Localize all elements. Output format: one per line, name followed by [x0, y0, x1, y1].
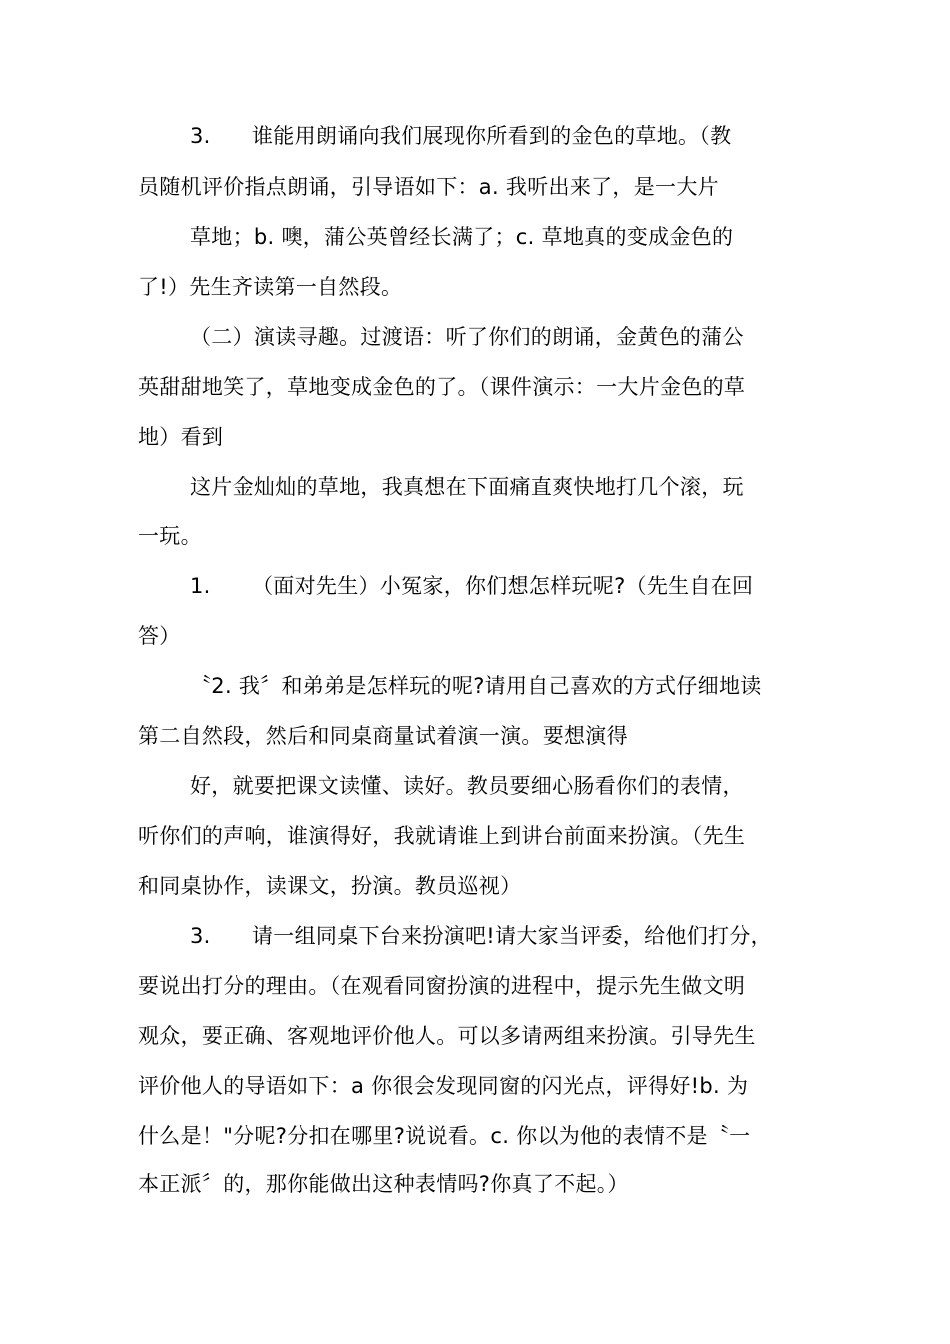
line-text: 〝2. 我〞和弟弟是怎样玩的呢?请用自己喜欢的方式仔细地读 [190, 674, 762, 698]
line-text: 答） [138, 624, 181, 648]
line-text: 第二自然段，然后和同桌商量试着演一演。要想演得 [138, 724, 628, 748]
list-number: 1. [190, 574, 211, 598]
paragraph-line [138, 871, 521, 901]
line-text: （面对先生）小冤家，你们想怎样玩呢?（先生自在回 [252, 574, 754, 598]
line-text: 草地；b. 噢，蒲公英曾经长满了；c. 草地真的变成金色的 [190, 225, 734, 249]
paragraph-line [190, 322, 744, 352]
line-text: （二）演读寻趣。过渡语：听了你们的朗诵，金黄色的蒲公 [190, 325, 744, 349]
line-text: 要说出打分的理由。（在观看同窗扮演的进程中，提示先生做文明 [138, 974, 746, 998]
paragraph-line [138, 1121, 750, 1151]
paragraph-line [138, 172, 719, 202]
paragraph-line [138, 621, 181, 651]
line-text: 了!）先生齐读第一自然段。 [138, 275, 403, 299]
paragraph-line [138, 372, 745, 402]
line-text: 一玩。 [138, 524, 202, 548]
paragraph-line [190, 671, 762, 701]
paragraph-line [138, 1169, 629, 1199]
line-text: 谁能用朗诵向我们展现你所看到的金色的草地。（教 [252, 124, 732, 148]
paragraph-line [190, 121, 731, 151]
paragraph-line [190, 222, 733, 252]
line-text: 员随机评价指点朗诵，引导语如下：a. 我听出来了，是一大片 [138, 175, 719, 199]
line-text: 什么是！"分呢?分扣在哪里?说说看。c. 你以为他的表情不是〝一 [138, 1124, 751, 1148]
line-text: 和同桌协作，读课文，扮演。教员巡视） [138, 874, 522, 898]
paragraph-line [138, 1021, 756, 1051]
paragraph-line [138, 521, 202, 551]
paragraph-line [138, 422, 223, 452]
paragraph-line [138, 721, 628, 751]
list-number: 3. [190, 124, 211, 148]
line-text: 评价他人的导语如下：a 你很会发现同窗的闪光点，评得好!b. 为 [138, 1074, 749, 1098]
line-text: 好，就要把课文读懂、读好。教员要细心肠看你们的表情， [190, 774, 744, 798]
line-text: 这片金灿灿的草地，我真想在下面痛直爽快地打几个滚，玩 [190, 475, 744, 499]
line-text: 听你们的声响，谁演得好，我就请谁上到讲台前面来扮演。（先生 [138, 824, 746, 848]
paragraph-line [190, 921, 772, 951]
line-text: 英甜甜地笑了，草地变成金色的了。（课件演示：一大片金色的草 [138, 375, 746, 399]
paragraph-line [190, 571, 753, 601]
paragraph-line [138, 971, 745, 1001]
paragraph-line [190, 771, 744, 801]
paragraph-line [138, 1071, 748, 1101]
list-number: 3. [190, 924, 211, 948]
line-text: 地）看到 [138, 425, 224, 449]
line-text: 请一组同桌下台来扮演吧!请大家当评委，给他们打分， [252, 924, 772, 948]
paragraph-line [138, 821, 745, 851]
line-text: 本正派〞的，那你能做出这种表情吗?你真了不起。） [138, 1172, 629, 1196]
line-text: 观众，要正确、客观地评价他人。可以多请两组来扮演。引导先生 [138, 1024, 756, 1048]
paragraph-line [138, 272, 402, 302]
paragraph-line [190, 472, 744, 502]
